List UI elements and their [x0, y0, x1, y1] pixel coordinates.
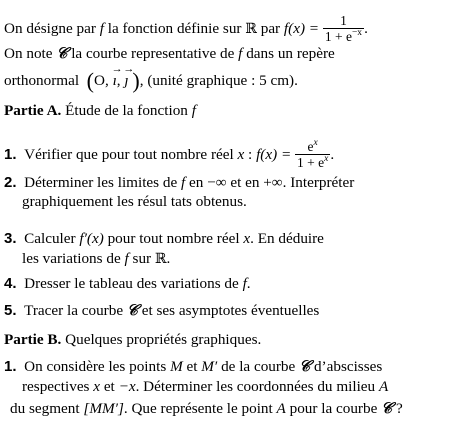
text: Déterminer les limites de — [24, 174, 178, 191]
text: du segment — [10, 400, 80, 417]
text: On note — [4, 45, 53, 62]
set-R: ℝ — [154, 251, 167, 267]
text: On désigne par — [4, 19, 96, 37]
period: . — [166, 250, 171, 267]
point-M: M — [170, 358, 183, 375]
curve-C: 𝒞 — [381, 399, 393, 417]
point-Mprime: M′ — [201, 358, 218, 375]
question-mark: ? — [396, 400, 403, 417]
vector-i: → ı — [113, 72, 117, 90]
partA-q2-cont — [22, 193, 247, 211]
curve-C: 𝒞 — [56, 44, 68, 62]
text: la courbe representative de — [71, 45, 235, 62]
item-number: 2. — [4, 174, 17, 191]
text: la fonction définie sur — [107, 19, 242, 37]
text: Tracer la courbe — [24, 302, 124, 319]
partB-q1-cont-2 — [10, 399, 403, 418]
comma: , — [116, 72, 121, 89]
partB-q1 — [4, 357, 382, 376]
paren-close: ) — [132, 68, 140, 93]
text: et — [186, 358, 198, 375]
text: sur — [132, 250, 152, 267]
fraction-numerator: 1 — [323, 13, 364, 29]
fraction-q1 — [295, 139, 330, 170]
partA-q1 — [4, 140, 334, 171]
partA-label: Partie A. — [4, 102, 62, 119]
math-f: f — [242, 275, 247, 292]
curve-C: 𝒞 — [299, 357, 311, 375]
text: Étude de la fonction — [65, 102, 188, 119]
text: Vérifier que pour tout nombre réel — [24, 145, 234, 163]
text: . En déduire — [250, 230, 324, 247]
text: . Que représente le point — [123, 400, 273, 417]
point-A: A — [378, 378, 389, 395]
item-number: 3. — [4, 230, 17, 247]
text: Dresser le tableau des variations de — [24, 275, 239, 292]
text: d’abscisses — [313, 358, 383, 375]
math-x: x — [93, 378, 101, 395]
point-A: A — [276, 400, 286, 417]
text: . Déterminer les coordonnées du milieu — [135, 378, 376, 395]
math-minus-x: −x — [118, 378, 136, 395]
math-f: f — [181, 174, 186, 191]
frame-origin: O, — [94, 72, 109, 89]
fraction-numerator — [295, 139, 330, 155]
den-base: 1 + e — [297, 155, 325, 170]
segment-MMprime: [MM′] — [83, 400, 124, 417]
item-number: 1. — [4, 358, 17, 375]
partA-q5 — [4, 301, 319, 320]
text: et — [103, 378, 115, 395]
text: Calculer — [24, 230, 76, 247]
text: , (unité graphique : 5 cm). — [139, 72, 298, 89]
den-exponent: x — [324, 154, 329, 164]
fraction-denominator — [295, 155, 330, 170]
period: . — [330, 145, 335, 163]
text: Quelques propriétés graphiques. — [65, 331, 262, 348]
math-f: f — [99, 19, 104, 37]
text: pour la courbe — [289, 400, 378, 417]
intro-line-2 — [4, 44, 335, 63]
fraction-denominator — [323, 29, 364, 44]
partA-q2 — [4, 174, 354, 192]
text: de la courbe — [221, 358, 296, 375]
num-base: e — [307, 139, 314, 154]
intro-line-3 — [4, 68, 298, 93]
period: . — [364, 19, 368, 37]
math-f: f — [191, 102, 196, 119]
math-f: f — [238, 45, 243, 62]
den-base: 1 + e — [324, 29, 352, 44]
text: orthonormal — [4, 72, 80, 89]
partB-title — [4, 331, 261, 349]
item-number: 4. — [4, 275, 17, 292]
math-fx: f(x) = — [283, 19, 320, 37]
partB-q1-cont-1 — [22, 378, 388, 396]
text: graphiquement les résul tats obtenus. — [22, 193, 247, 210]
text: respectives — [22, 378, 90, 395]
text: par — [260, 19, 281, 37]
math-fx: f(x) = — [256, 145, 292, 163]
set-R: ℝ — [245, 20, 257, 37]
partA-q3-cont — [22, 250, 170, 268]
num-exponent: x — [313, 138, 318, 148]
vector-j: → ȷ — [124, 72, 128, 90]
partA-title — [4, 102, 196, 120]
curve-C: 𝒞 — [126, 301, 138, 319]
text: en −∞ et en +∞. Interpréter — [189, 174, 355, 191]
text: pour tout nombre réel — [107, 230, 240, 247]
period: . — [246, 275, 251, 292]
partA-q4 — [4, 275, 251, 293]
colon: : — [244, 145, 257, 163]
paren-open: ( — [86, 68, 94, 93]
text: On considère les points — [24, 358, 167, 375]
text: et ses asymptotes éventuelles — [141, 302, 320, 319]
math-f: f — [124, 250, 129, 267]
den-exponent: −x — [351, 28, 363, 38]
text: dans un repère — [246, 45, 335, 62]
math-x: x — [243, 230, 251, 247]
partA-q3 — [4, 230, 324, 248]
fraction-def — [323, 13, 364, 44]
item-number: 1. — [4, 145, 17, 163]
math-x: x — [237, 145, 245, 163]
item-number: 5. — [4, 302, 17, 319]
intro-line-1 — [4, 14, 368, 45]
text: les variations de — [22, 250, 121, 267]
partB-label: Partie B. — [4, 331, 62, 348]
math-fprime: f′(x) — [79, 230, 104, 247]
